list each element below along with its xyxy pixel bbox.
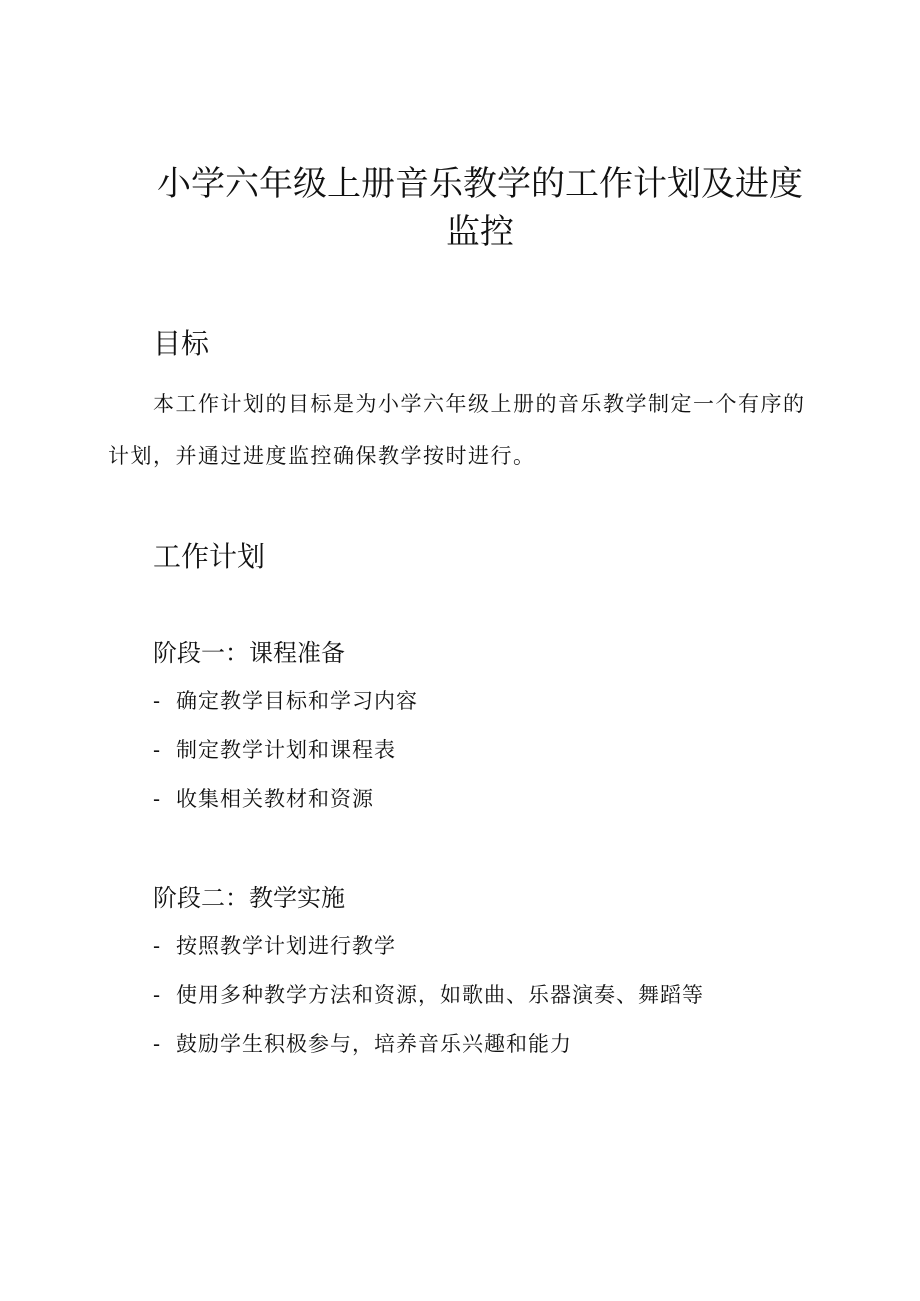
bullet-dash: - bbox=[153, 983, 162, 1007]
list-item-text: 鼓励学生积极参与，培养音乐兴趣和能力 bbox=[176, 1032, 572, 1056]
list-item-text: 收集相关教材和资源 bbox=[176, 787, 374, 811]
document-title-line-1: 小学六年级上册音乐教学的工作计划及进度 bbox=[157, 164, 803, 204]
list-item-text: 确定教学目标和学习内容 bbox=[176, 689, 418, 713]
stage-1-list bbox=[153, 677, 418, 824]
list-item bbox=[153, 726, 418, 775]
document-title bbox=[100, 160, 860, 256]
stage-2-list bbox=[153, 922, 704, 1069]
list-item-text: 使用多种教学方法和资源，如歌曲、乐器演奏、舞蹈等 bbox=[176, 983, 704, 1007]
list-item bbox=[153, 677, 418, 726]
list-item bbox=[153, 1020, 704, 1069]
bullet-dash: - bbox=[153, 689, 162, 713]
bullet-dash: - bbox=[153, 1032, 162, 1056]
bullet-dash: - bbox=[153, 787, 162, 811]
goal-heading: 目标 bbox=[153, 327, 210, 360]
bullet-dash: - bbox=[153, 738, 162, 762]
stage-2-heading: 阶段二：教学实施 bbox=[153, 884, 345, 912]
list-item bbox=[153, 971, 704, 1020]
list-item-text: 制定教学计划和课程表 bbox=[176, 738, 396, 762]
stage-1-heading: 阶段一：课程准备 bbox=[153, 639, 345, 667]
list-item-text: 按照教学计划进行教学 bbox=[176, 934, 396, 958]
list-item bbox=[153, 775, 418, 824]
document-title-line-2: 监控 bbox=[446, 212, 514, 252]
plan-heading: 工作计划 bbox=[153, 540, 266, 573]
list-item bbox=[153, 922, 704, 971]
bullet-dash: - bbox=[153, 934, 162, 958]
goal-paragraph: 本工作计划的目标是为小学六年级上册的音乐教学制定一个有序的计划，并通过进度监控确保教学按时进行。 bbox=[108, 392, 806, 468]
